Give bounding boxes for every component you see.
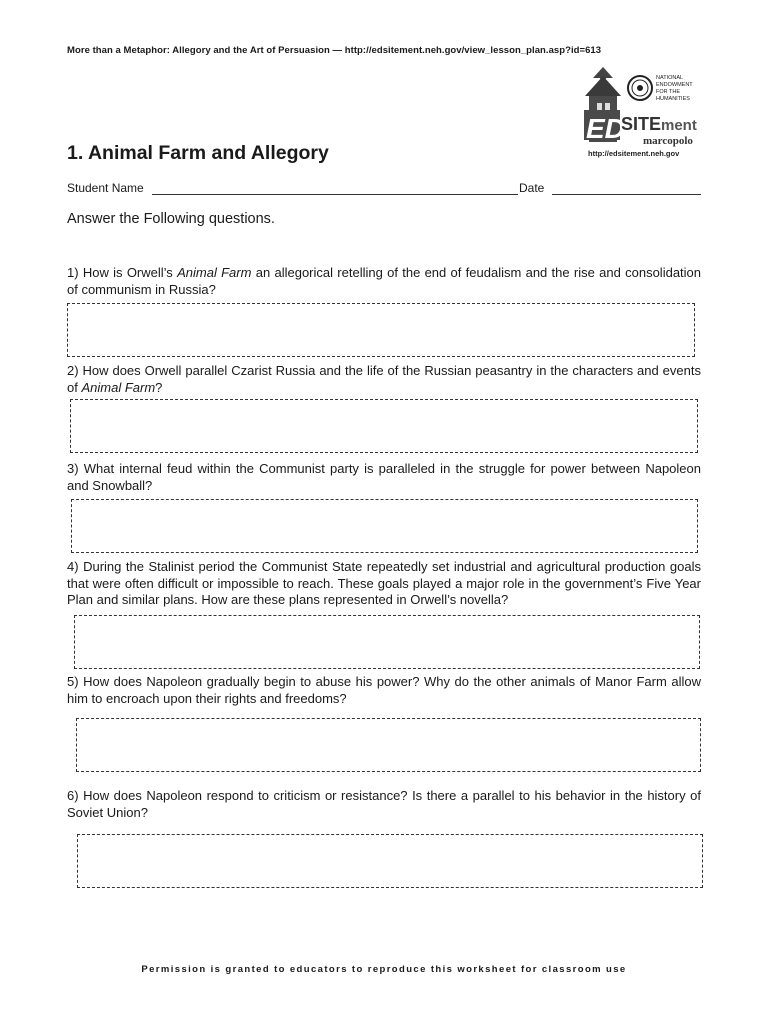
logo-url: http://edsitement.neh.gov [588, 149, 680, 158]
answer-box-4[interactable] [74, 615, 700, 669]
logo-marcopolo: marcopolo [643, 135, 693, 147]
question-2: 2) How does Orwell parallel Czarist Russia and the life of the Russian peasantry in the characters and events of Animal Farm? [67, 363, 701, 395]
answer-box-2[interactable] [70, 399, 698, 453]
answer-box-1[interactable] [67, 303, 695, 357]
permission-footer: Permission is granted to educators to reproduce this worksheet for classroom use [141, 964, 627, 975]
answer-box-3[interactable] [71, 499, 698, 553]
logo-ed: ED [586, 113, 625, 144]
date-label: Date [519, 181, 545, 195]
question-6: 6) How does Napoleon respond to criticism or resistance? Is there a parallel to his behavior in the history of Soviet Union? [67, 788, 701, 820]
answer-box-5[interactable] [76, 718, 701, 772]
student-info-row [67, 181, 701, 197]
instructions: Answer the Following questions. [67, 211, 275, 227]
question-5: 5) How does Napoleon gradually begin to abuse his power? Why do the other animals of Manor Farm allow him to encroach upon their rights and freedoms? [67, 674, 701, 706]
neh-text-4: HUMANITIES [656, 96, 690, 102]
student-name-field[interactable] [152, 194, 518, 195]
answer-box-6[interactable] [77, 834, 703, 888]
lesson-header: More than a Metaphor: Allegory and the Art of Persuasion — http://edsitement.neh.gov/view_lesson_plan.asp?id=613 [67, 45, 602, 56]
question-4: 4) During the Stalinist period the Communist State repeatedly set industrial and agricultural production goals that were often difficult or impossible to reach. These goals played a major role in the government’s Five Year Plan and similar plans. How are these plans represented in Orwell’s novella? [67, 559, 701, 607]
logo-ment: ment [661, 117, 697, 134]
student-name-label: Student Name [67, 181, 144, 195]
date-field[interactable] [552, 194, 701, 195]
edsitement-logo [583, 66, 705, 162]
neh-text-3: FOR THE [656, 89, 681, 95]
question-3: 3) What internal feud within the Communist party is paralleled in the struggle for power between Napoleon and Snowball? [67, 461, 701, 493]
neh-seal-icon [628, 76, 652, 100]
neh-text-1: NATIONAL [656, 75, 684, 81]
question-1: 1) How is Orwell’s Animal Farm an allegorical retelling of the end of feudalism and the rise and consolidation of communism in Russia? [67, 265, 702, 297]
neh-text-2: ENDOWMENT [656, 82, 693, 88]
worksheet-title: 1. Animal Farm and Allegory [67, 142, 329, 164]
logo-site: SITE [621, 114, 662, 134]
